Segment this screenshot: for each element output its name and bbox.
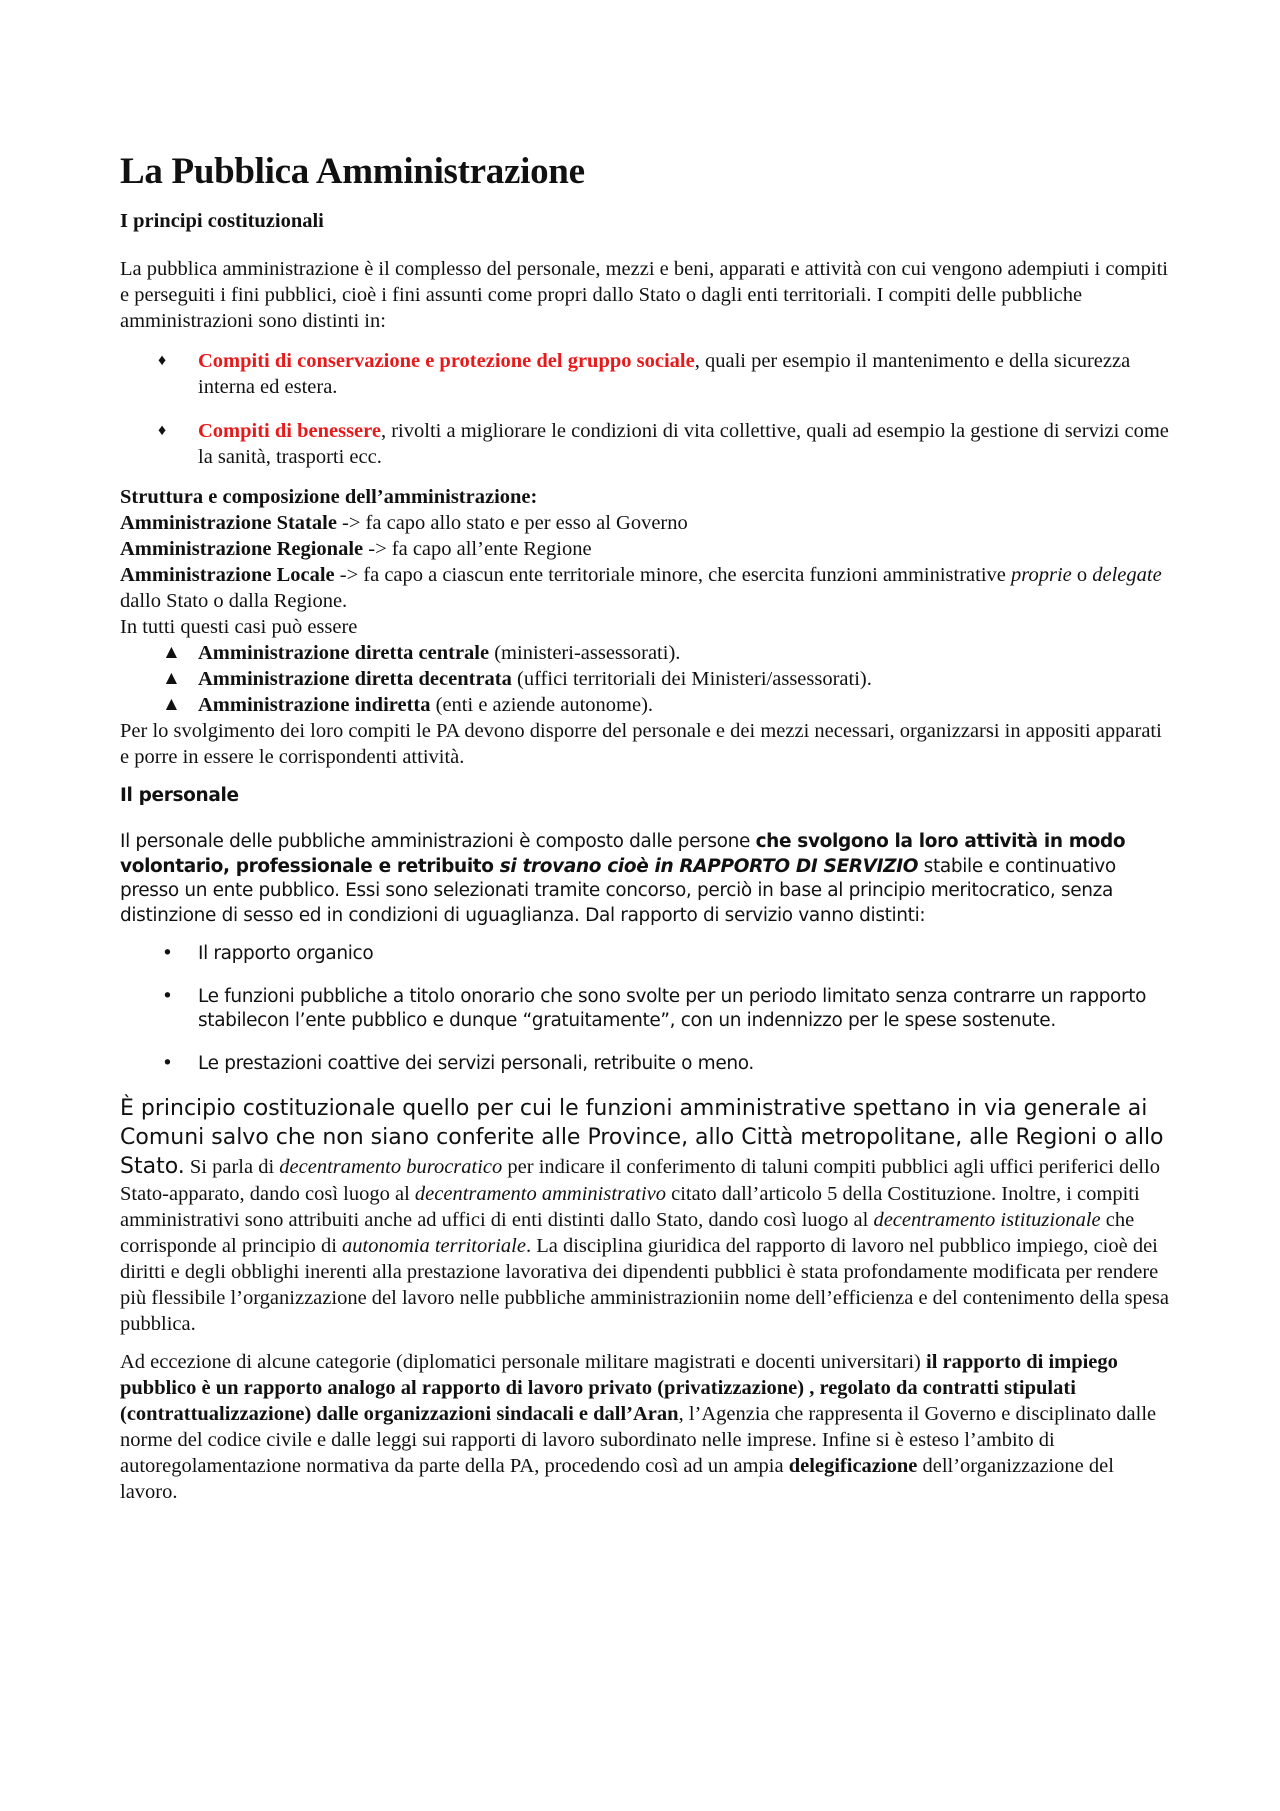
intro-paragraph: La pubblica amministrazione è il complesso del personale, mezzi e beni, apparati e attività con cui vengono adempiuti i compiti e perseguiti i fini pubblici, cioè i fini assunti come propri dallo Stato o dagli enti territoriali. I compiti delle pubbliche amministrazioni sono distinti in: bbox=[120, 258, 1169, 332]
diamond-bullet-icon: ♦ bbox=[158, 352, 167, 369]
triangle-bullet-icon: ▲ bbox=[162, 642, 181, 663]
dot-bullet-icon: • bbox=[162, 943, 173, 964]
dot-bullet-icon: • bbox=[162, 1052, 173, 1074]
highlight-text: Compiti di benessere bbox=[198, 420, 381, 442]
triangle-bullet-icon: ▲ bbox=[162, 694, 181, 715]
list-item bbox=[120, 418, 1170, 470]
section-heading-principi: I principi costituzionali bbox=[120, 210, 324, 232]
list-item: ▲ Amministrazione diretta centrale (ministeri-assessorati). bbox=[162, 642, 681, 664]
list-item: • Le prestazioni coattive dei servizi personali, retribuite o meno. bbox=[120, 1052, 1170, 1077]
principio-large-text: È principio costituzionale quello per cui le funzioni amministrative spettano in via generale ai Comuni salvo che non siano conferite alle Province, allo Città metropolitane, alle Regioni o allo Stato. bbox=[120, 1096, 1164, 1179]
list-item: • Il rapporto organico bbox=[120, 942, 1170, 967]
triangle-bullet-icon: ▲ bbox=[162, 668, 181, 689]
item-text: , rivolti a migliorare le condizioni di vita collettive, quali ad esempio la gestione di servizi come la sanità, trasporti ecc. bbox=[198, 420, 1169, 468]
section-heading-personale: Il personale bbox=[120, 785, 239, 806]
cases-list bbox=[120, 640, 1170, 718]
closing-paragraph: Per lo svolgimento dei loro compiti le PA devono disporre del personale e dei mezzi necessari, organizzarsi in appositi apparati e porre in essere le corrispondenti attività. bbox=[120, 720, 1162, 768]
compiti-list bbox=[120, 348, 1170, 470]
document-title: La Pubblica Amministrazione bbox=[120, 151, 585, 192]
list-item bbox=[120, 348, 1170, 400]
structure-line-statale: Amministrazione Statale -> fa capo allo stato e per esso al Governo bbox=[120, 512, 688, 534]
diamond-bullet-icon: ♦ bbox=[158, 422, 167, 439]
structure-heading: Struttura e composizione dell’amministrazione: bbox=[120, 486, 538, 508]
personale-paragraph: Il personale delle pubbliche amministrazioni è composto dalle persone che svolgono la loro attività in modo volontario, professionale e retribuito si trovano cioè in RAPPORTO DI SERVIZIO stabile e continuativo presso un ente pubblico. Essi sono selezionati tramite concorso, perciò in base al principio meritocratico, senza distinzione di sesso ed in condizioni di uguaglianza. Dal rapporto di servizio vanno distinti: bbox=[120, 831, 1126, 926]
structure-line-locale: Amministrazione Locale -> fa capo a ciascun ente territoriale minore, che esercita funzioni amministrative proprie o delegate dallo Stato o dalla Regione. bbox=[120, 564, 1162, 612]
dot-bullet-icon: • bbox=[162, 985, 173, 1007]
list-item: • Le funzioni pubbliche a titolo onorario che sono svolte per un periodo limitato senza contrarre un rapporto stabilecon l’ente pubblico e dunque “gratuitamente”, con un indennizzo per le spese sostenute. bbox=[162, 985, 1147, 1031]
distinti-list bbox=[120, 942, 1170, 1076]
list-item: ▲ Amministrazione diretta decentrata (uffici territoriali dei Ministeri/assessorati). bbox=[162, 668, 872, 690]
list-item: ▲ Amministrazione indiretta (enti e aziende autonome). bbox=[162, 694, 654, 716]
document-page bbox=[120, 150, 1170, 1505]
eccezione-paragraph: Ad eccezione di alcune categorie (diplomatici personale militare magistrati e docenti universitari) il rapporto di impiego pubblico è un rapporto analogo al rapporto di lavoro privato (privatizzazione) , regolato da contratti stipulati (contrattualizzazione) dalle organizzazioni sindacali e dall’Aran, l’Agenzia che rappresenta il Governo e disciplinato dalle norme del codice civile e dalle leggi sui rapporti di lavoro subordinato nelle imprese. Infine si è esteso l’ambito di autoregolamentazione normativa da parte della PA, procedendo così ad un ampia delegificazione dell’organizzazione del lavoro. bbox=[120, 1351, 1157, 1503]
item-text: , quali per esempio il mantenimento e della sicurezza interna ed estera. bbox=[198, 350, 1131, 398]
personale-section bbox=[120, 784, 1170, 1076]
highlight-text: Compiti di conservazione e protezione del gruppo sociale bbox=[198, 350, 695, 372]
cases-intro: In tutti questi casi può essere bbox=[120, 616, 358, 638]
principio-paragraph: È principio costituzionale quello per cui le funzioni amministrative spettano in via generale ai Comuni salvo che non siano conferite alle Province, allo Città metropolitane, alle Regioni o allo Stato. Si parla di decentramento burocratico per indicare il conferimento di taluni compiti pubblici agli uffici periferici dello Stato-apparato, dando così luogo al decentramento amministrativo citato dall’articolo 5 della Costituzione. Inoltre, i compiti amministrativi sono attribuiti anche ad uffici di enti distinti dallo Stato, dando così luogo al decentramento istituzionale che corrisponde al principio di autonomia territoriale. La disciplina giuridica del rapporto di lavoro nel pubblico impiego, cioè dei diritti e degli obblighi inerenti alla prestazione lavorativa dei dipendenti pubblici è stata profondamente modificata per rendere più flessibile l’organizzazione del lavoro nelle pubbliche amministrazioniin nome dell’efficienza e del contenimento della spesa pubblica. bbox=[120, 1096, 1169, 1335]
structure-line-regionale: Amministrazione Regionale -> fa capo all’ente Regione bbox=[120, 538, 592, 560]
